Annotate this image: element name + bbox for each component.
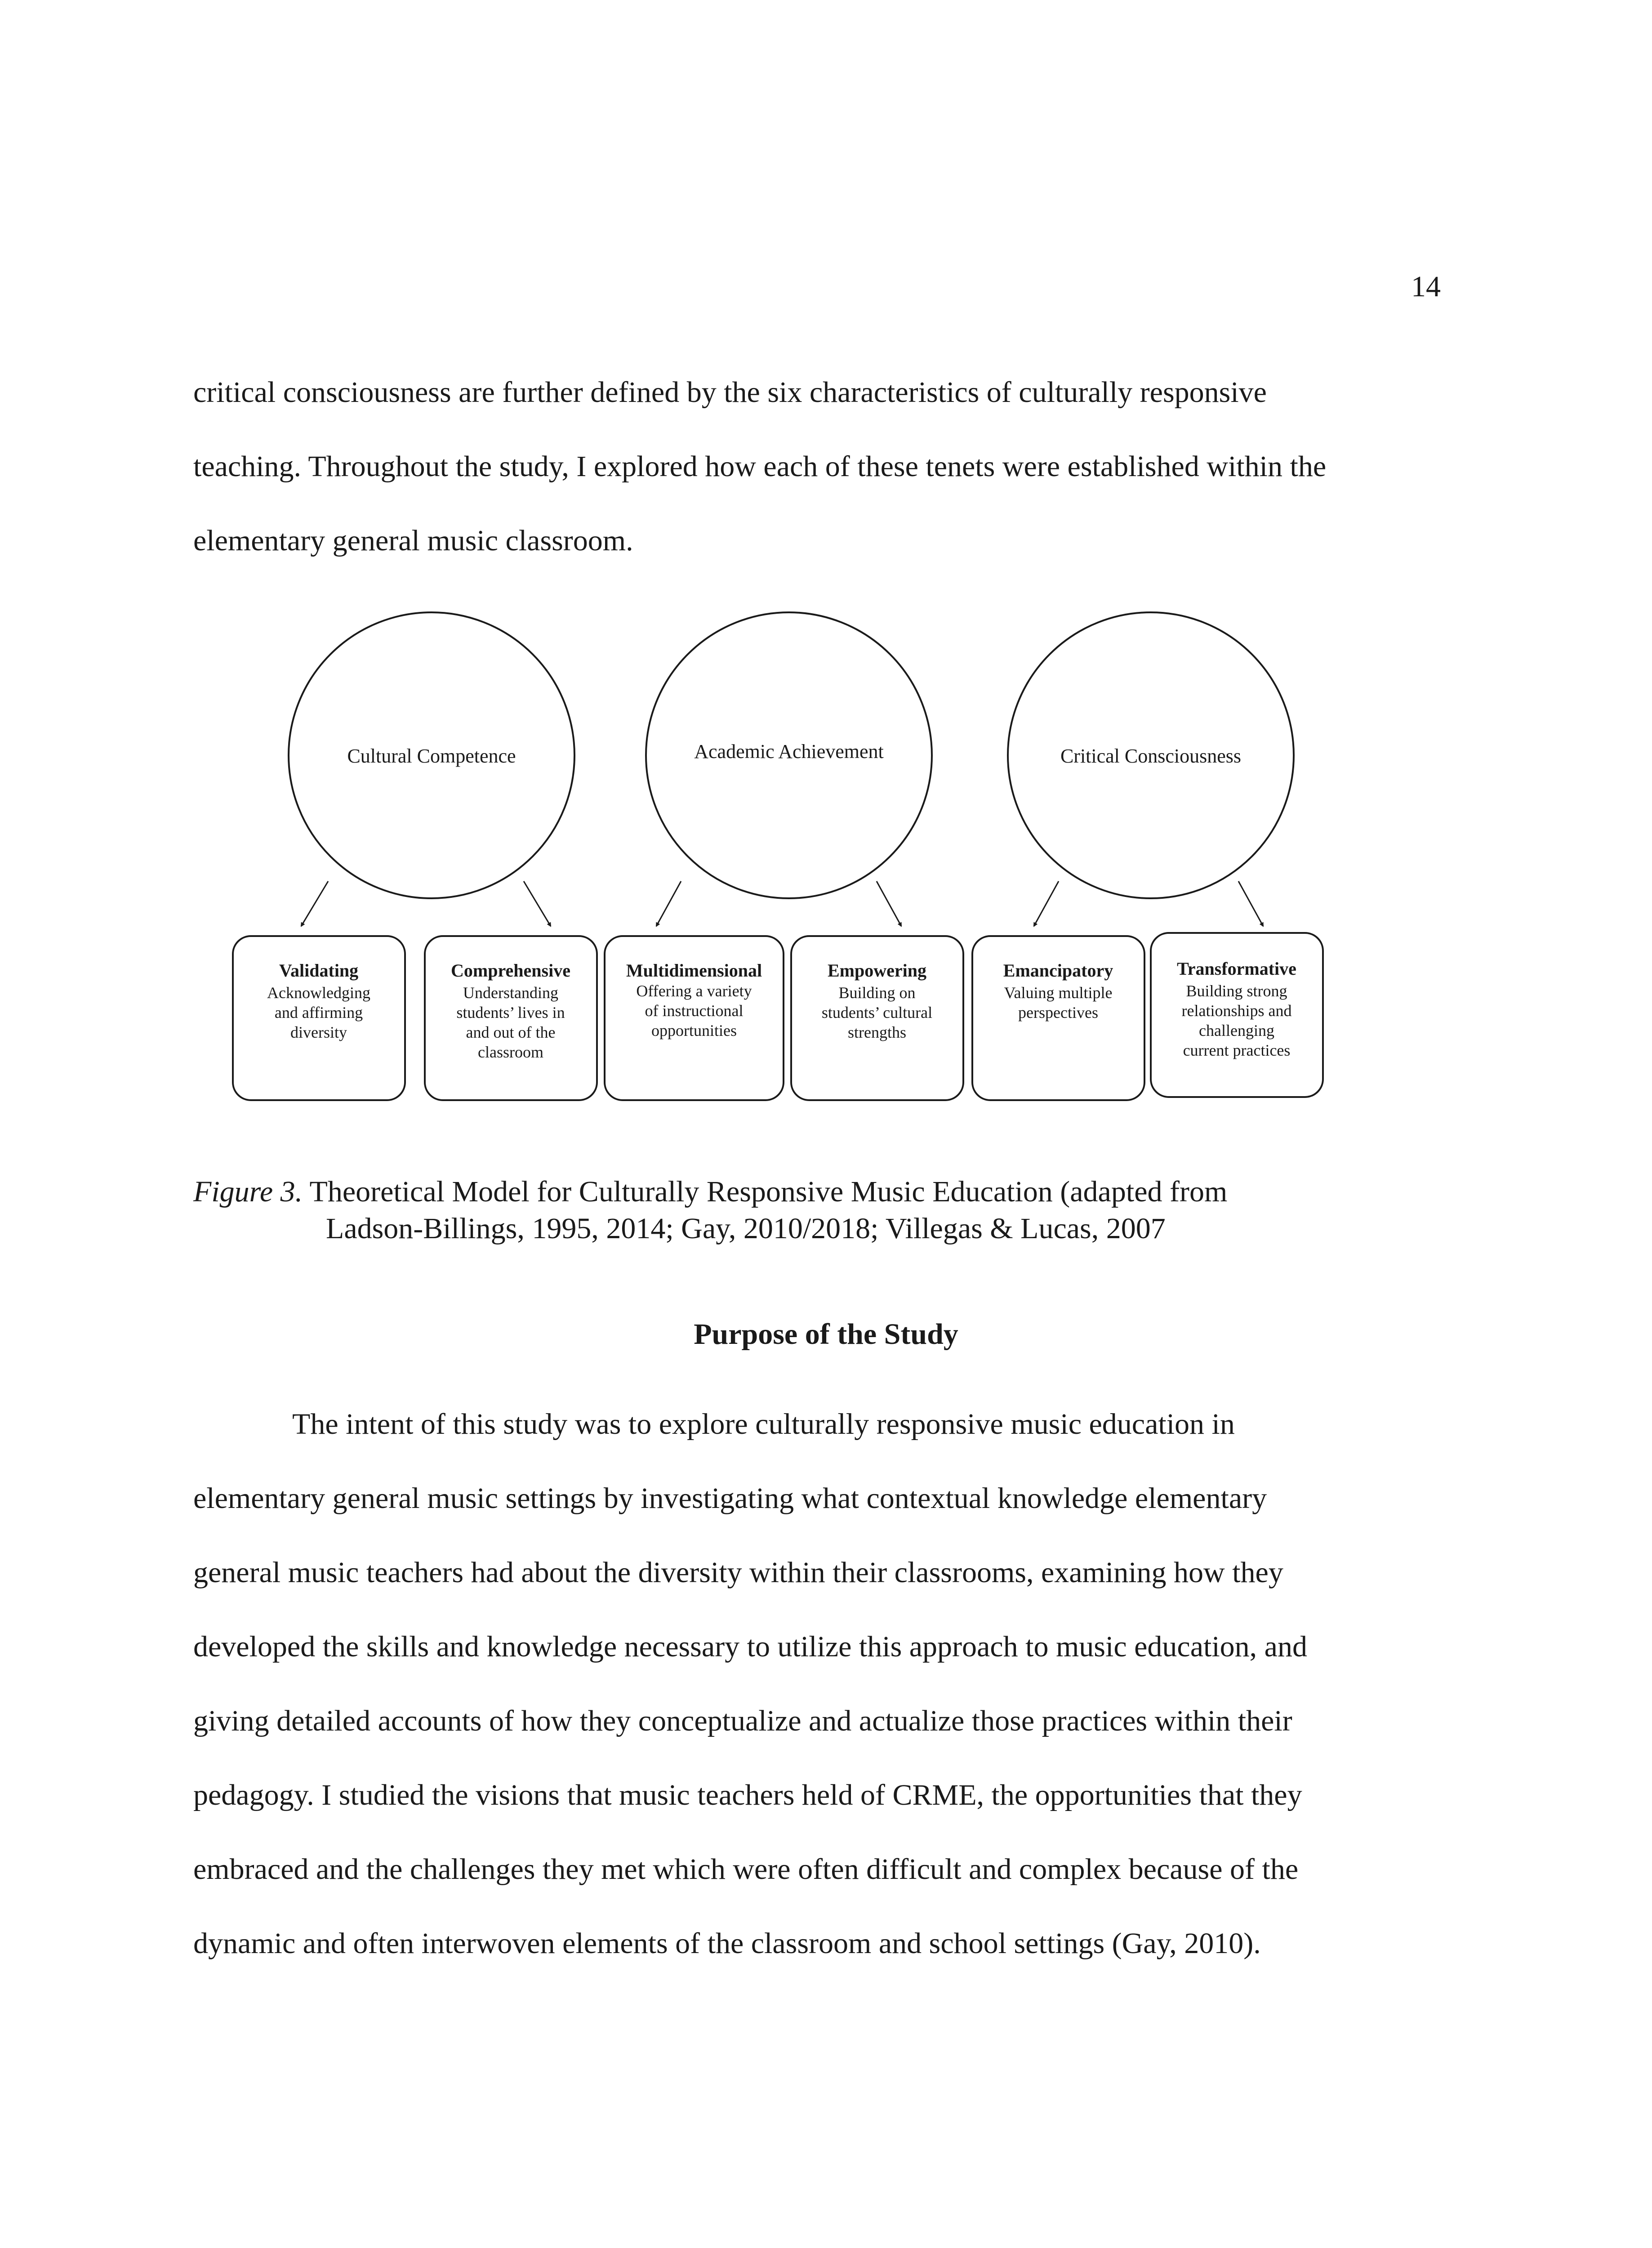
circle-label: Academic Achievement [694, 740, 884, 763]
paragraph-line: critical consciousness are further defined by the six characteristics of culturally responsive [193, 376, 1267, 409]
body-paragraph-1 [193, 355, 1474, 578]
paragraph-line: general music teachers had about the diversity within their classrooms, examining how they [193, 1556, 1283, 1589]
box-text-line: challenging [1199, 1021, 1274, 1039]
arrow-to-validating [301, 881, 328, 926]
box-text-line: Building strong [1186, 982, 1287, 1000]
box-text-line: opportunities [651, 1021, 737, 1039]
box-text-line: Building on [838, 984, 916, 1002]
box-text-line: Valuing multiple [1004, 984, 1113, 1002]
body-paragraph-2 [193, 1387, 1474, 1980]
box-text-line: classroom [478, 1043, 543, 1061]
box-text-line: relationships and [1181, 1002, 1292, 1020]
paragraph-line: developed the skills and knowledge necessary to utilize this approach to music education, and [193, 1630, 1307, 1663]
paragraph-line: The intent of this study was to explore culturally responsive music education in [292, 1408, 1235, 1441]
box-text-line: students’ lives in [456, 1004, 565, 1021]
box-title: Comprehensive [451, 960, 570, 981]
paragraph-line: elementary general music classroom. [193, 524, 633, 557]
box-text-line: diversity [290, 1023, 347, 1041]
figure-caption [193, 1173, 1497, 1247]
box-text-line: Understanding [463, 984, 558, 1002]
theoretical-model-figure [0, 611, 1652, 1120]
arrow-to-emancipatory [1034, 881, 1059, 926]
box-text-line: and out of the [466, 1023, 556, 1041]
paragraph-line: giving detailed accounts of how they conceptualize and actualize those practices within their [193, 1704, 1292, 1737]
figure-caption-label: Figure 3. [193, 1175, 303, 1208]
figure-diagram [0, 611, 1652, 1120]
circle-label: Cultural Competence [347, 745, 516, 767]
circle-label: Critical Consciousness [1060, 745, 1242, 767]
box-text-line: Acknowledging [267, 984, 370, 1002]
box-title: Empowering [828, 960, 926, 981]
paragraph-line: dynamic and often interwoven elements of the classroom and school settings (Gay, 2010). [193, 1927, 1261, 1960]
box-text-line: of instructional [645, 1002, 744, 1020]
arrow-to-comprehensive [524, 881, 551, 926]
box-text-line: strengths [848, 1023, 906, 1041]
box-text-line: current practices [1183, 1041, 1291, 1059]
paragraph-line: pedagogy. I studied the visions that music teachers held of CRME, the opportunities that they [193, 1779, 1302, 1811]
box-text-line: students’ cultural [821, 1004, 933, 1021]
paragraph-line: teaching. Throughout the study, I explored how each of these tenets were established within the [193, 450, 1327, 483]
box-text-line: and affirming [274, 1004, 363, 1021]
section-heading: Purpose of the Study [694, 1318, 958, 1351]
paragraph-line: embraced and the challenges they met which were often difficult and complex because of the [193, 1853, 1299, 1886]
arrow-to-transformative [1238, 881, 1263, 926]
figure-caption-text: Ladson-Billings, 1995, 2014; Gay, 2010/2018; Villegas & Lucas, 2007 [326, 1212, 1166, 1245]
box-title: Validating [279, 960, 359, 981]
page-number: 14 [1411, 270, 1441, 303]
box-text-line: perspectives [1018, 1004, 1098, 1021]
box-title: Multidimensional [626, 960, 762, 981]
arrow-to-multidimensional [656, 881, 681, 926]
paragraph-line: elementary general music settings by investigating what contextual knowledge elementary [193, 1482, 1267, 1515]
box-text-line: Offering a variety [636, 982, 752, 1000]
figure-caption-text: Theoretical Model for Culturally Responsive Music Education (adapted from [309, 1175, 1228, 1208]
arrow-to-empowering [877, 881, 901, 926]
box-title: Emancipatory [1003, 960, 1113, 981]
box-title: Transformative [1177, 959, 1296, 979]
